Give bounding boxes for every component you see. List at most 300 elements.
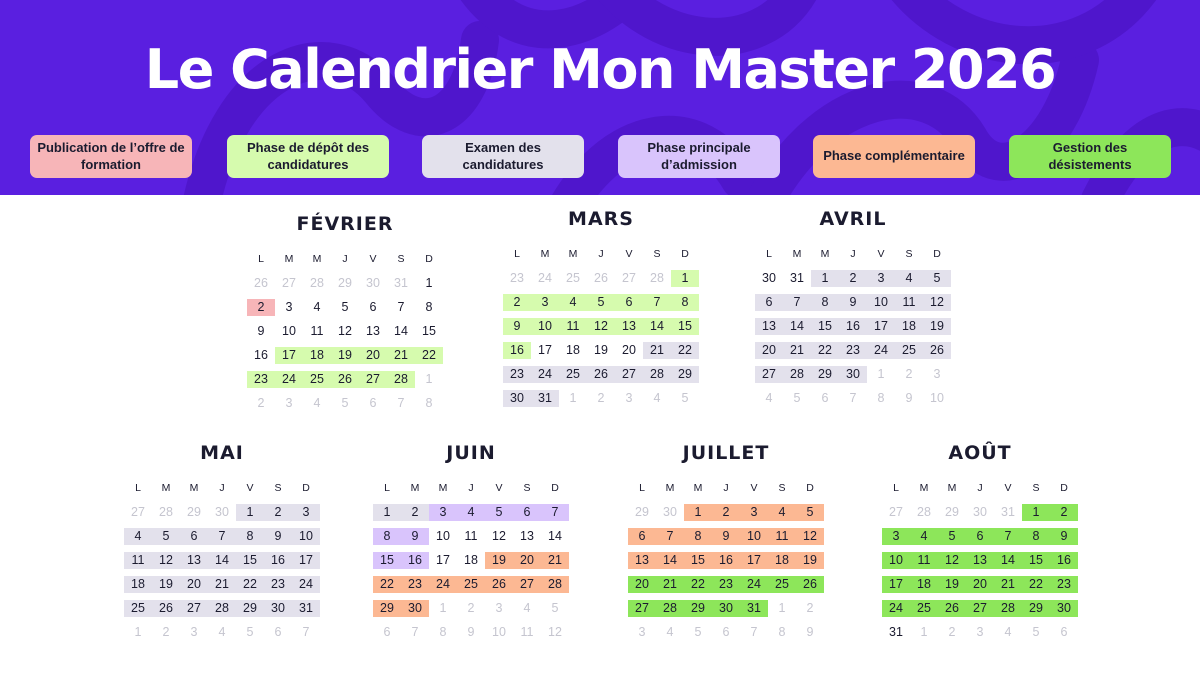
day-cell: 19	[923, 318, 951, 335]
week-row	[628, 548, 824, 572]
adjacent-month-day: 5	[793, 390, 801, 405]
day-cell: 24	[740, 576, 768, 593]
day-cell: 8	[425, 299, 433, 314]
weekday-label: L	[258, 253, 264, 265]
day-cell: 13	[755, 318, 783, 335]
weekday-header-row	[373, 476, 569, 500]
weekday-label: J	[850, 248, 856, 260]
weekday-label: M	[665, 482, 675, 494]
week-row	[755, 266, 951, 290]
day-cell: 7	[656, 528, 684, 545]
month-name: FÉVRIER	[296, 213, 394, 235]
day-cell: 24	[867, 342, 895, 359]
legend	[0, 135, 1200, 179]
day-cell: 10	[882, 552, 910, 569]
day-cell: 20	[359, 347, 387, 364]
day-cell: 21	[994, 576, 1022, 593]
adjacent-month-day: 4	[653, 390, 661, 405]
day-cell: 24	[531, 366, 559, 383]
day-cell: 9	[839, 294, 867, 311]
day-cell: 30	[264, 600, 292, 617]
day-cell: 9	[712, 528, 740, 545]
month-aout	[882, 442, 1078, 652]
month-mars	[503, 208, 699, 418]
week-row	[882, 596, 1078, 620]
day-cell: 7	[541, 504, 569, 521]
day-cell: 18	[768, 552, 796, 569]
day-cell: 20	[628, 576, 656, 593]
day-cell: 31	[531, 390, 559, 407]
adjacent-month-day: 6	[274, 624, 282, 639]
day-cell: 14	[783, 318, 811, 335]
weekday-label: J	[723, 482, 729, 494]
day-cell: 27	[966, 600, 994, 617]
day-cell: 28	[208, 600, 236, 617]
day-cell: 26	[923, 342, 951, 359]
day-cell: 23	[264, 576, 292, 593]
adjacent-month-day: 26	[594, 270, 608, 285]
day-cell: 7	[208, 528, 236, 545]
day-cell: 14	[994, 552, 1022, 569]
adjacent-month-day: 24	[538, 270, 552, 285]
day-cell: 16	[1050, 552, 1078, 569]
month-juin	[373, 442, 569, 652]
week-row	[247, 295, 443, 319]
day-cell: 23	[247, 371, 275, 388]
day-cell: 9	[257, 323, 265, 338]
day-cell: 13	[966, 552, 994, 569]
weekday-label: D	[425, 253, 433, 265]
adjacent-month-day: 9	[806, 624, 814, 639]
weekday-label: J	[219, 482, 225, 494]
adjacent-month-day: 12	[548, 624, 562, 639]
week-row	[247, 391, 443, 415]
adjacent-month-day: 9	[467, 624, 475, 639]
adjacent-month-day: 28	[917, 504, 931, 519]
day-cell: 21	[783, 342, 811, 359]
day-cell: 19	[938, 576, 966, 593]
month-fevrier	[247, 213, 443, 423]
day-cell: 28	[783, 366, 811, 383]
month-avril	[755, 208, 951, 418]
adjacent-month-day: 5	[694, 624, 702, 639]
day-cell: 11	[464, 528, 478, 543]
legend-label: Gestion des désistements	[1048, 139, 1132, 172]
day-cell: 14	[643, 318, 671, 335]
weekday-label: M	[189, 482, 199, 494]
adjacent-month-day: 5	[551, 600, 559, 615]
legend-item-depot	[227, 135, 389, 178]
day-cell: 6	[615, 294, 643, 311]
legend-item-desistements	[1009, 135, 1171, 178]
day-cell: 14	[548, 528, 562, 543]
month-name: JUIN	[446, 442, 496, 464]
day-cell: 4	[559, 294, 587, 311]
day-cell: 15	[671, 318, 699, 335]
day-cell: 25	[303, 371, 331, 388]
week-row	[124, 524, 320, 548]
adjacent-month-day: 29	[187, 504, 201, 519]
month-name: AVRIL	[819, 208, 887, 230]
day-cell: 6	[180, 528, 208, 545]
weekday-label: J	[977, 482, 983, 494]
adjacent-month-day: 29	[945, 504, 959, 519]
adjacent-month-day: 8	[778, 624, 786, 639]
day-cell: 2	[712, 504, 740, 521]
weekday-label: S	[905, 248, 913, 260]
month-grid	[882, 476, 1078, 644]
adjacent-month-day: 3	[933, 366, 941, 381]
day-cell: 22	[373, 576, 401, 593]
adjacent-month-day: 1	[877, 366, 885, 381]
adjacent-month-day: 6	[369, 395, 377, 410]
day-cell: 3	[429, 504, 457, 521]
day-cell: 24	[429, 576, 457, 593]
day-cell: 8	[1022, 528, 1050, 545]
day-cell: 25	[559, 366, 587, 383]
adjacent-month-day: 2	[806, 600, 814, 615]
day-cell: 22	[684, 576, 712, 593]
weekday-header-row	[124, 476, 320, 500]
day-cell: 9	[503, 318, 531, 335]
adjacent-month-day: 28	[159, 504, 173, 519]
weekday-label: L	[514, 248, 520, 260]
weekday-label: M	[792, 248, 802, 260]
day-cell: 5	[923, 270, 951, 287]
day-cell: 22	[1022, 576, 1050, 593]
day-cell: 8	[811, 294, 839, 311]
day-cell: 4	[895, 270, 923, 287]
day-cell: 1	[811, 270, 839, 287]
week-row	[882, 548, 1078, 572]
adjacent-month-day: 29	[635, 504, 649, 519]
day-cell: 26	[152, 600, 180, 617]
weekday-label: V	[495, 482, 503, 494]
day-cell: 19	[152, 576, 180, 593]
weekday-label: M	[540, 248, 550, 260]
day-cell: 21	[643, 342, 671, 359]
day-cell: 7	[783, 294, 811, 311]
day-cell: 6	[628, 528, 656, 545]
adjacent-month-day: 30	[973, 504, 987, 519]
day-cell: 5	[152, 528, 180, 545]
week-row	[373, 572, 569, 596]
day-cell: 3	[740, 504, 768, 521]
day-cell: 30	[712, 600, 740, 617]
weekday-label: M	[820, 248, 830, 260]
day-cell: 7	[397, 299, 405, 314]
weekday-label: M	[919, 482, 929, 494]
day-cell: 17	[292, 552, 320, 569]
day-cell: 3	[882, 528, 910, 545]
adjacent-month-day: 27	[131, 504, 145, 519]
day-cell: 12	[938, 552, 966, 569]
adjacent-month-day: 1	[778, 600, 786, 615]
weekday-header-row	[503, 242, 699, 266]
day-cell: 21	[208, 576, 236, 593]
day-cell: 10	[867, 294, 895, 311]
adjacent-month-day: 2	[905, 366, 913, 381]
weekday-label: D	[806, 482, 814, 494]
adjacent-month-day: 10	[930, 390, 944, 405]
adjacent-month-day: 6	[821, 390, 829, 405]
day-cell: 15	[236, 552, 264, 569]
day-cell: 28	[643, 366, 671, 383]
day-cell: 18	[910, 576, 938, 593]
legend-label: Phase de dépôt des candidatures	[246, 139, 370, 172]
weekday-header-row	[628, 476, 824, 500]
adjacent-month-day: 6	[383, 624, 391, 639]
adjacent-month-day: 7	[849, 390, 857, 405]
day-cell: 23	[503, 366, 531, 383]
day-cell: 16	[264, 552, 292, 569]
day-cell: 23	[1050, 576, 1078, 593]
day-cell: 1	[1022, 504, 1050, 521]
day-cell: 21	[541, 552, 569, 569]
day-cell: 5	[341, 299, 349, 314]
day-cell: 17	[740, 552, 768, 569]
weekday-label: D	[1060, 482, 1068, 494]
weekday-label: S	[778, 482, 786, 494]
day-cell: 26	[938, 600, 966, 617]
day-cell: 15	[684, 552, 712, 569]
weekday-label: V	[750, 482, 758, 494]
day-cell: 2	[247, 299, 275, 316]
day-cell: 19	[331, 347, 359, 364]
adjacent-month-day: 2	[597, 390, 605, 405]
adjacent-month-day: 11	[520, 624, 534, 639]
day-cell: 20	[513, 552, 541, 569]
adjacent-month-day: 4	[523, 600, 531, 615]
adjacent-month-day: 3	[495, 600, 503, 615]
weekday-label: M	[568, 248, 578, 260]
week-row	[373, 500, 569, 524]
day-cell: 5	[938, 528, 966, 545]
day-cell: 31	[889, 624, 903, 639]
day-cell: 5	[587, 294, 615, 311]
day-cell: 29	[684, 600, 712, 617]
weekday-label: M	[947, 482, 957, 494]
day-cell: 2	[401, 504, 429, 521]
week-row	[755, 314, 951, 338]
week-row	[503, 386, 699, 410]
week-row	[628, 596, 824, 620]
day-cell: 24	[275, 371, 303, 388]
day-cell: 29	[236, 600, 264, 617]
adjacent-month-day: 3	[976, 624, 984, 639]
adjacent-month-day: 2	[257, 395, 265, 410]
day-cell: 8	[236, 528, 264, 545]
weekday-header-row	[755, 242, 951, 266]
day-cell: 6	[966, 528, 994, 545]
weekday-label: L	[893, 482, 899, 494]
week-row	[755, 338, 951, 362]
weekday-label: L	[135, 482, 141, 494]
day-cell: 12	[152, 552, 180, 569]
day-cell: 26	[796, 576, 824, 593]
adjacent-month-day: 5	[1032, 624, 1040, 639]
weekday-label: J	[598, 248, 604, 260]
day-cell: 16	[712, 552, 740, 569]
adjacent-month-day: 8	[425, 395, 433, 410]
month-name: JUILLET	[682, 442, 770, 464]
day-cell: 13	[615, 318, 643, 335]
weekday-label: S	[653, 248, 661, 260]
day-cell: 27	[513, 576, 541, 593]
weekday-label: M	[284, 253, 294, 265]
weekday-label: M	[438, 482, 448, 494]
day-cell: 22	[811, 342, 839, 359]
day-cell: 22	[671, 342, 699, 359]
day-cell: 30	[503, 390, 531, 407]
week-row	[755, 362, 951, 386]
adjacent-month-day: 6	[722, 624, 730, 639]
month-juillet	[628, 442, 824, 652]
day-cell: 22	[236, 576, 264, 593]
adjacent-month-day: 6	[1060, 624, 1068, 639]
day-cell: 28	[541, 576, 569, 593]
month-grid	[755, 242, 951, 410]
month-grid	[503, 242, 699, 410]
day-cell: 25	[910, 600, 938, 617]
week-row	[247, 271, 443, 295]
day-cell: 15	[811, 318, 839, 335]
day-cell: 14	[394, 323, 408, 338]
week-row	[373, 524, 569, 548]
month-name: MARS	[568, 208, 634, 230]
day-cell: 6	[369, 299, 377, 314]
day-cell: 10	[740, 528, 768, 545]
day-cell: 18	[464, 552, 478, 567]
day-cell: 15	[1022, 552, 1050, 569]
day-cell: 17	[436, 552, 450, 567]
week-row	[373, 548, 569, 572]
day-cell: 17	[538, 342, 552, 357]
week-row	[247, 319, 443, 343]
adjacent-month-day: 10	[492, 624, 506, 639]
day-cell: 11	[895, 294, 923, 311]
day-cell: 26	[331, 371, 359, 388]
day-cell: 30	[401, 600, 429, 617]
day-cell: 3	[292, 504, 320, 521]
day-cell: 15	[422, 323, 436, 338]
week-row	[882, 500, 1078, 524]
month-name: MAI	[200, 442, 244, 464]
day-cell: 28	[387, 371, 415, 388]
week-row	[247, 343, 443, 367]
day-cell: 24	[882, 600, 910, 617]
day-cell: 12	[923, 294, 951, 311]
adjacent-month-day: 5	[246, 624, 254, 639]
day-cell: 14	[656, 552, 684, 569]
weekday-header-row	[882, 476, 1078, 500]
day-cell: 31	[790, 270, 804, 285]
weekday-label: L	[639, 482, 645, 494]
day-cell: 18	[566, 342, 580, 357]
day-cell: 27	[628, 600, 656, 617]
day-cell: 4	[457, 504, 485, 521]
day-cell: 10	[282, 323, 296, 338]
week-row	[124, 548, 320, 572]
day-cell: 18	[303, 347, 331, 364]
weekday-label: S	[1032, 482, 1040, 494]
day-cell: 10	[292, 528, 320, 545]
day-cell: 8	[671, 294, 699, 311]
day-cell: 1	[236, 504, 264, 521]
day-cell: 15	[373, 552, 401, 569]
day-cell: 3	[285, 299, 293, 314]
day-cell: 13	[520, 528, 534, 543]
day-cell: 2	[839, 270, 867, 287]
weekday-label: D	[933, 248, 941, 260]
day-cell: 13	[180, 552, 208, 569]
day-cell: 17	[867, 318, 895, 335]
adjacent-month-day: 1	[425, 371, 433, 386]
day-cell: 7	[643, 294, 671, 311]
weekday-label: V	[1004, 482, 1012, 494]
week-row	[628, 572, 824, 596]
day-cell: 9	[401, 528, 429, 545]
adjacent-month-day: 1	[439, 600, 447, 615]
adjacent-month-day: 31	[1001, 504, 1015, 519]
adjacent-month-day: 4	[765, 390, 773, 405]
day-cell: 4	[124, 528, 152, 545]
day-cell: 4	[313, 299, 321, 314]
day-cell: 11	[124, 552, 152, 569]
day-cell: 28	[656, 600, 684, 617]
week-row	[755, 290, 951, 314]
adjacent-month-day: 7	[411, 624, 419, 639]
weekday-label: J	[468, 482, 474, 494]
adjacent-month-day: 3	[190, 624, 198, 639]
week-row	[124, 596, 320, 620]
adjacent-month-day: 2	[467, 600, 475, 615]
adjacent-month-day: 7	[397, 395, 405, 410]
adjacent-month-day: 7	[750, 624, 758, 639]
adjacent-month-day: 7	[302, 624, 310, 639]
day-cell: 7	[994, 528, 1022, 545]
day-cell: 31	[740, 600, 768, 617]
day-cell: 17	[882, 576, 910, 593]
adjacent-month-day: 28	[650, 270, 664, 285]
adjacent-month-day: 28	[310, 275, 324, 290]
adjacent-month-day: 29	[338, 275, 352, 290]
legend-label: Phase principale d’admission	[647, 139, 751, 172]
day-cell: 9	[264, 528, 292, 545]
day-cell: 16	[401, 552, 429, 569]
day-cell: 2	[503, 294, 531, 311]
day-cell: 4	[768, 504, 796, 521]
weekday-label: M	[410, 482, 420, 494]
legend-label: Examen des candidatures	[462, 139, 544, 172]
weekday-label: V	[625, 248, 633, 260]
legend-item-publication	[30, 135, 192, 178]
page-title: Le Calendrier Mon Master 2026	[144, 38, 1056, 101]
day-cell: 10	[436, 528, 450, 543]
day-cell: 23	[712, 576, 740, 593]
week-row	[882, 572, 1078, 596]
day-cell: 29	[1022, 600, 1050, 617]
month-grid	[124, 476, 320, 644]
weekday-label: J	[342, 253, 348, 265]
weekday-label: M	[161, 482, 171, 494]
weekday-label: D	[551, 482, 559, 494]
day-cell: 19	[594, 342, 608, 357]
day-cell: 27	[615, 366, 643, 383]
adjacent-month-day: 30	[215, 504, 229, 519]
adjacent-month-day: 1	[569, 390, 577, 405]
day-cell: 13	[366, 323, 380, 338]
